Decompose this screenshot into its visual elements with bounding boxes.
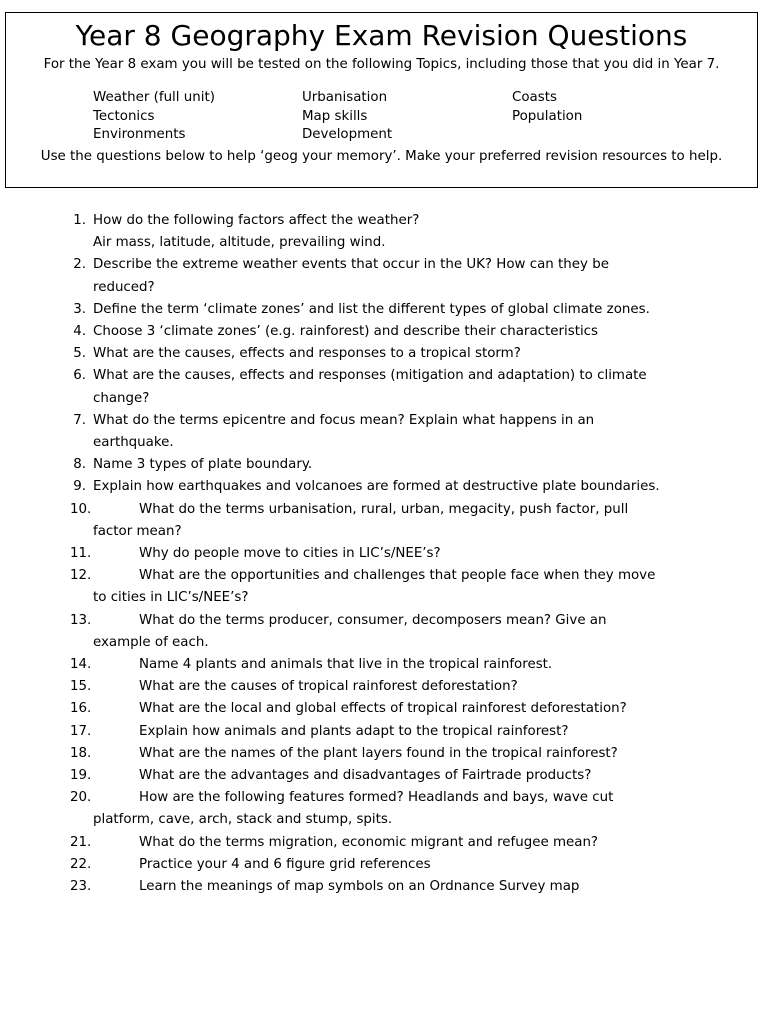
question-text: Air mass, latitude, altitude, prevailing wind. xyxy=(93,235,386,251)
question-item xyxy=(0,321,733,343)
question-number: 20. xyxy=(70,790,92,806)
question-item xyxy=(0,565,733,609)
question-number: 5. xyxy=(73,346,86,362)
question-item xyxy=(0,365,733,409)
question-text: Name 3 types of plate boundary. xyxy=(93,457,313,473)
topic-population: Population xyxy=(512,108,583,124)
question-item xyxy=(0,210,733,254)
question-text: What are the causes, effects and responses to a tropical storm? xyxy=(93,346,521,362)
question-number: 22. xyxy=(70,856,92,872)
header-box xyxy=(5,12,758,188)
question-text: What are the advantages and disadvantages of Fairtrade products? xyxy=(139,768,592,784)
question-text: Choose 3 ‘climate zones’ (e.g. rainforest) and describe their characteristics xyxy=(93,324,599,340)
question-item xyxy=(0,854,733,876)
question-text: earthquake. xyxy=(93,435,174,451)
question-item xyxy=(0,610,733,654)
topic-environments: Environments xyxy=(93,127,186,142)
question-list xyxy=(0,210,768,898)
question-text: Describe the extreme weather events that occur in the UK? How can they be xyxy=(93,257,609,273)
question-item xyxy=(0,765,733,787)
topic-map-skills: Map skills xyxy=(302,108,368,124)
question-text: example of each. xyxy=(93,634,209,650)
question-number: 12. xyxy=(70,568,92,584)
question-text: Practice your 4 and 6 figure grid references xyxy=(139,856,431,872)
question-number: 18. xyxy=(70,745,92,761)
question-item xyxy=(0,876,733,898)
question-text: Explain how animals and plants adapt to the tropical rainforest? xyxy=(139,723,569,739)
question-item xyxy=(0,787,733,831)
question-text: Name 4 plants and animals that live in the tropical rainforest. xyxy=(139,657,553,673)
question-number: 4. xyxy=(73,324,86,340)
question-number: 13. xyxy=(70,612,92,628)
question-number: 15. xyxy=(70,679,92,695)
question-item xyxy=(0,410,733,454)
question-item xyxy=(0,743,733,765)
question-item xyxy=(0,832,733,854)
question-number: 14. xyxy=(70,657,92,673)
question-item xyxy=(0,654,733,676)
topic-empty xyxy=(512,126,712,145)
question-number: 21. xyxy=(70,834,92,850)
question-number: 6. xyxy=(73,368,86,384)
question-number: 23. xyxy=(70,879,92,895)
question-text: What do the terms producer, consumer, decomposers mean? Give an xyxy=(139,612,607,628)
intro-text: For the Year 8 exam you will be tested on the following Topics, including those that you did in Year 7. xyxy=(43,57,720,72)
topic-weather: Weather (full unit) xyxy=(93,90,215,105)
question-item xyxy=(0,343,733,365)
question-item xyxy=(0,299,733,321)
question-text: What do the terms migration, economic migrant and refugee mean? xyxy=(139,834,599,850)
question-item xyxy=(0,476,733,498)
question-text: What do the terms urbanisation, rural, urban, megacity, push factor, pull xyxy=(139,501,629,517)
question-text: What are the causes of tropical rainforest deforestation? xyxy=(139,679,518,695)
question-item xyxy=(0,499,733,543)
page-title: Year 8 Geography Exam Revision Questions xyxy=(75,19,688,52)
topic-tectonics: Tectonics xyxy=(93,108,155,124)
question-text: What are the names of the plant layers found in the tropical rainforest? xyxy=(139,745,618,761)
question-text: Explain how earthquakes and volcanoes are formed at destructive plate boundaries. xyxy=(93,479,660,495)
question-number: 8. xyxy=(73,457,86,473)
question-number: 16. xyxy=(70,701,92,717)
question-number: 10. xyxy=(70,501,92,517)
question-text: Learn the meanings of map symbols on an Ordnance Survey map xyxy=(139,879,580,895)
question-item xyxy=(0,676,733,698)
question-number: 9. xyxy=(73,479,86,495)
topic-coasts: Coasts xyxy=(512,90,557,105)
question-text: How do the following factors affect the weather? xyxy=(93,213,420,228)
topic-development: Development xyxy=(302,127,393,142)
question-text: platform, cave, arch, stack and stump, spits. xyxy=(93,812,393,828)
question-item xyxy=(0,543,733,565)
question-item xyxy=(0,698,733,720)
question-number: 1. xyxy=(73,213,86,228)
question-item xyxy=(0,454,733,476)
question-item xyxy=(0,721,733,743)
question-text: reduced? xyxy=(93,279,155,295)
question-text: What are the local and global effects of tropical rainforest deforestation? xyxy=(139,701,627,717)
question-text: Why do people move to cities in LIC’s/NEE’s? xyxy=(139,546,441,562)
question-number: 7. xyxy=(73,412,86,428)
question-text: Define the term ‘climate zones’ and list the different types of global climate zones. xyxy=(93,301,650,317)
topic-urbanisation: Urbanisation xyxy=(302,90,388,105)
question-item xyxy=(0,254,733,298)
question-text: to cities in LIC’s/NEE’s? xyxy=(93,590,249,606)
question-text: factor mean? xyxy=(93,523,182,539)
question-text: What are the opportunities and challenges that people face when they move xyxy=(139,568,656,584)
question-number: 19. xyxy=(70,768,92,784)
topic-list xyxy=(93,89,723,145)
question-number: 17. xyxy=(70,723,92,739)
question-number: 3. xyxy=(73,301,86,317)
question-text: change? xyxy=(93,390,150,406)
question-text: What are the causes, effects and responses (mitigation and adaptation) to climate xyxy=(93,368,647,384)
question-number: 2. xyxy=(73,257,86,273)
question-text: How are the following features formed? Headlands and bays, wave cut xyxy=(139,790,614,806)
question-number: 11. xyxy=(70,546,92,562)
revision-note: Use the questions below to help ‘geog your memory’. Make your preferred revision resources to help. xyxy=(40,149,723,164)
question-text: What do the terms epicentre and focus mean? Explain what happens in an xyxy=(93,412,595,428)
